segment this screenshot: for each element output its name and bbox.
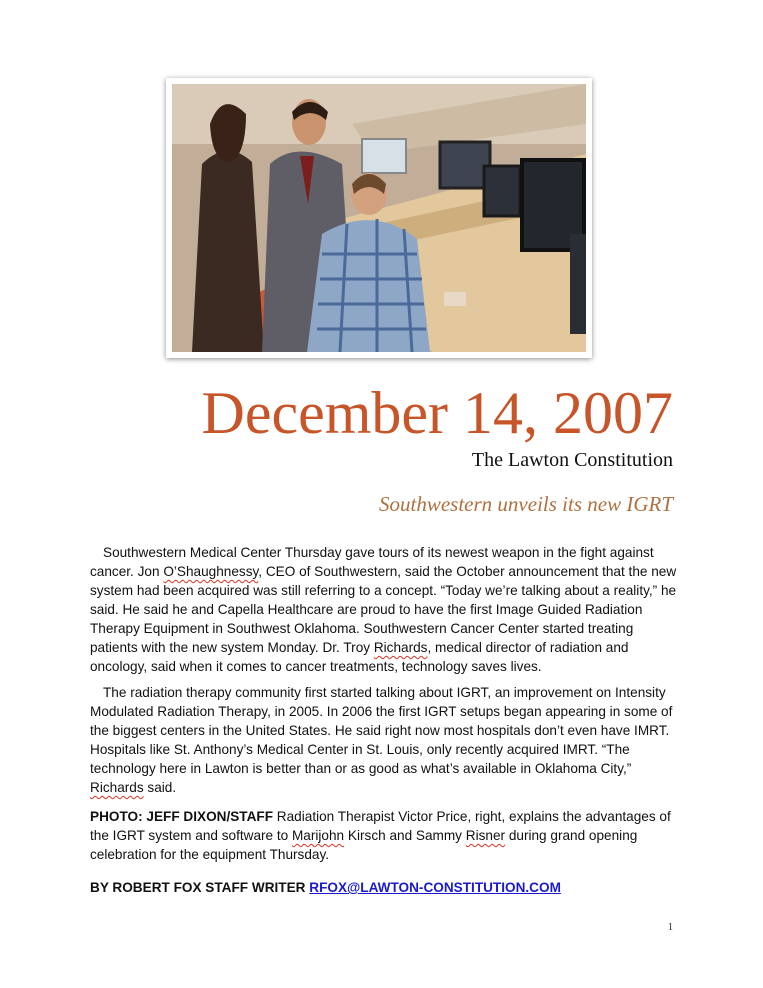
article-headline: Southwestern unveils its new IGRT: [379, 492, 673, 516]
spellcheck-word[interactable]: O’Shaughnessy: [163, 564, 259, 579]
article-date: December 14, 2007: [201, 380, 673, 446]
spellcheck-word[interactable]: Richards: [90, 780, 144, 795]
spellcheck-word[interactable]: Risner: [465, 828, 506, 843]
text-run: Southwestern Medical Center Thursday gave tours of its newest weapon in the fight against cancer. Jon: [90, 545, 654, 579]
byline-text: BY ROBERT FOX STAFF WRITER: [90, 880, 310, 895]
page-number: 1: [668, 922, 673, 933]
publication-name: The Lawton Constitution: [471, 449, 673, 471]
text-run: The radiation therapy community first started talking about IGRT, an improvement on Intensity Modulated Radiation Therapy, in 2005. In 2006 the first IGRT setups began appearing in some of the biggest centers in the United States. He said right now most hospitals don’t even have IMRT. Hospitals like St. Anthony’s Medical Center in St. Louis, only recently acquired IMRT. “The technology here in Lawton is better than or as good as what’s available in Oklahoma City,”: [90, 685, 673, 776]
text-run: Kirsch and Sammy: [344, 828, 466, 843]
photo-credit: PHOTO: JEFF DIXON/STAFF: [90, 809, 274, 824]
igrt-photo: [172, 84, 586, 352]
byline: [90, 880, 561, 895]
text-run: , CEO of Southwestern, said the October announcement that the new system had been acquired was still referring to a concept. “Today we’re talking about a reality,” he said. He said he and Capella Healthcare are proud to have the first Image Guided Radiation Therapy Equipment in Southwest Oklahoma. Southwestern Cancer Center started treating patients with the new system Monday. Dr. Troy: [90, 564, 677, 655]
photo-frame: [166, 78, 592, 358]
paragraph-1: [90, 543, 680, 676]
author-email-link[interactable]: RFOX@LAWTON-CONSTITUTION.COM: [309, 880, 561, 895]
spellcheck-word[interactable]: Richards: [373, 640, 428, 655]
photo-scene-icon: [172, 84, 586, 352]
text-run: Radiation Therapist Victor Price, right, explains the advantages of the IGRT system and software to: [90, 809, 671, 843]
text-run: , medical director of radiation and oncology, said when it comes to cancer treatments, technology saves lives.: [90, 640, 629, 674]
article-body: [90, 543, 680, 871]
photo-caption: [90, 807, 680, 864]
text-run: said.: [143, 780, 177, 795]
spellcheck-word[interactable]: Marijohn: [291, 828, 345, 843]
paragraph-2: [90, 683, 680, 797]
text-run: during grand opening celebration for the equipment Thursday.: [90, 828, 638, 862]
